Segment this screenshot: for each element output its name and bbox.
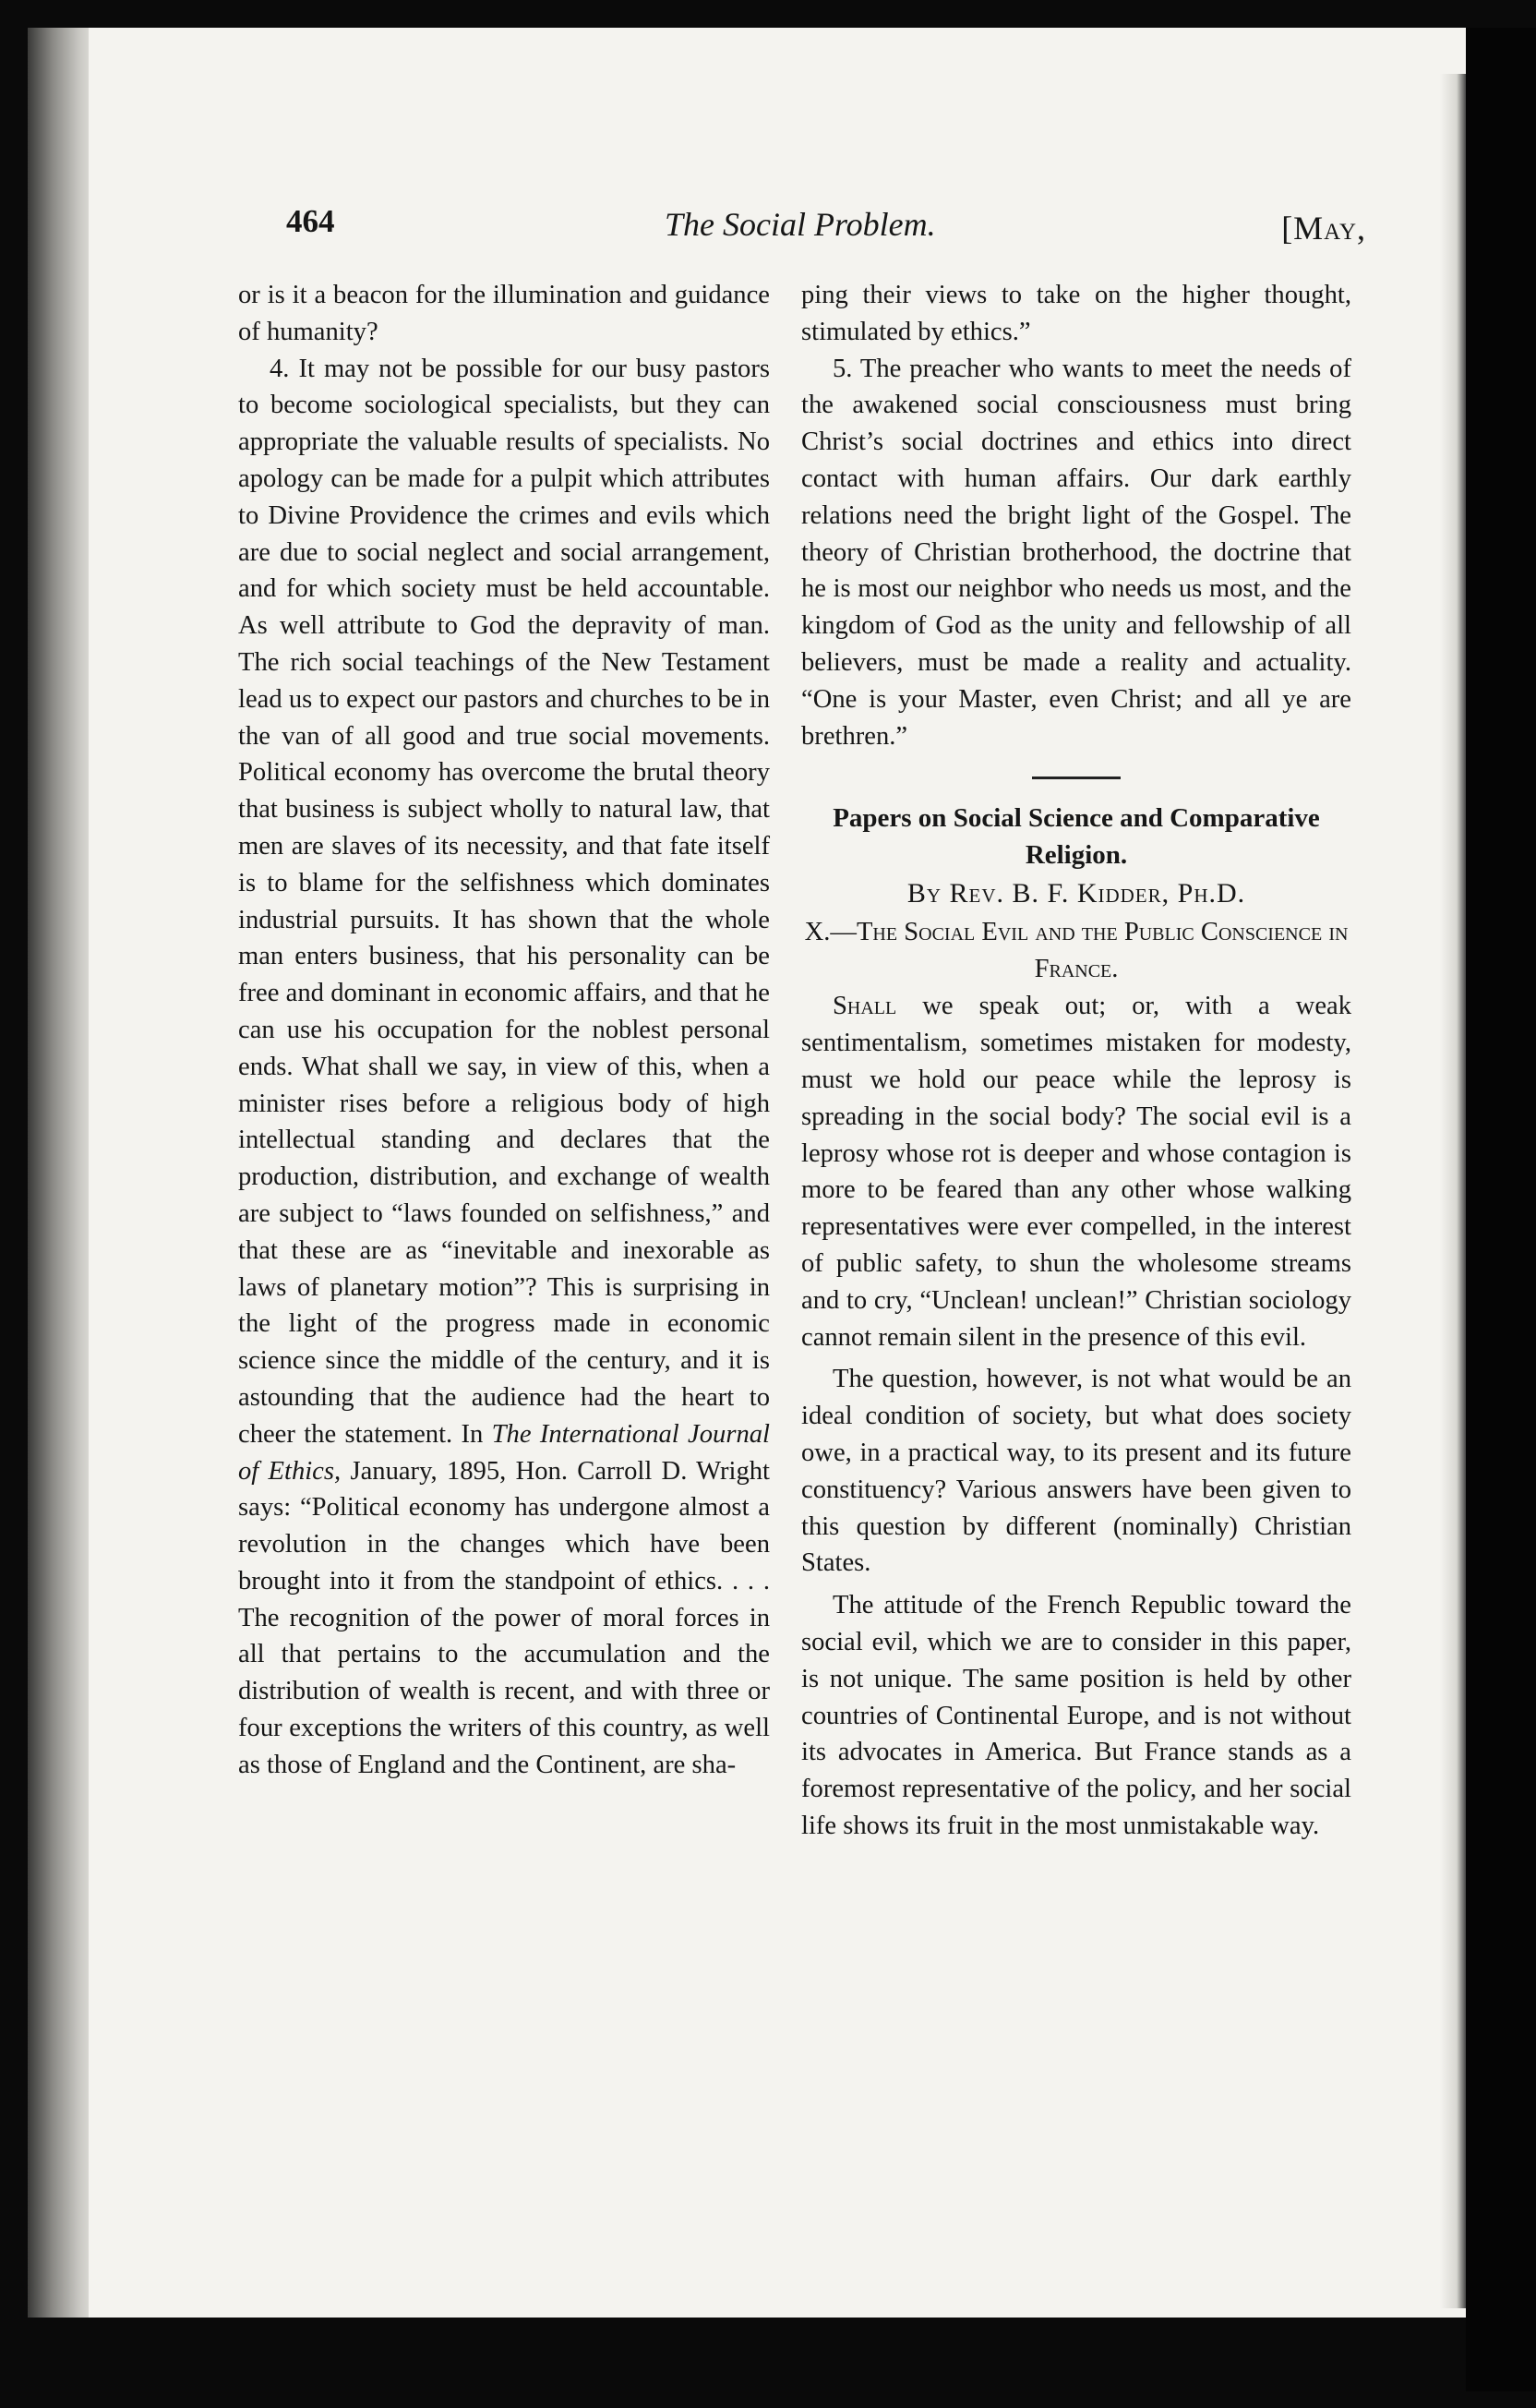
paragraph: The attitude of the French Republic toward the social evil, which we are to consider in this paper, is not unique. The same position is held by other countries of Continental Europe, and is not without its advocates in America. But France stands as a foremost representative of the policy, and her social life shows its fruit in the most unmistakable way. xyxy=(801,1591,1351,1840)
right-column xyxy=(801,277,1351,1845)
article-subheading: X.—The Social Evil and the Public Conscience in France. xyxy=(804,918,1349,984)
running-title: The Social Problem. xyxy=(665,206,936,243)
page-number: 464 xyxy=(286,203,335,239)
paragraph: The question, however, is not what would be an ideal condition of society, but what does society owe, in a practical way, to its present and its future constituency? Various answers have been given to this question by different (nominally) Christian States. xyxy=(801,1365,1351,1578)
section-heading: Papers on Social Science and Comparative Religion. xyxy=(833,803,1320,871)
running-header xyxy=(286,203,1366,259)
page-edge-shadow xyxy=(1440,74,1468,2308)
paragraph-text: we speak out; or, with a weak sentimentalism, sometimes mistaken for modesty, must we hold our peace while the leprosy is spreading in the social body? The social evil is a leprosy whose rot is deeper and whose contagion is more to be feared than any other whose walking representatives were ever compelled, in the interest of public safety, to shun the wholesome streams and to cry, “Unclean! unclean!” Christian sociology cannot remain silent in the presence of this evil. xyxy=(801,992,1351,1352)
lead-word: Shall xyxy=(833,992,897,1021)
journal-title: The International Journal of Ethics, xyxy=(238,1419,770,1486)
paragraph xyxy=(801,988,1351,1355)
running-date: [May, xyxy=(1281,210,1366,247)
paragraph xyxy=(238,351,770,1784)
paragraph: 5. The preacher who wants to meet the needs of the awakened social consciousness must bring Christ’s social doctrines and ethics into direct contact with human affairs. Our dark earthly relations need the bright light of the Gospel. The theory of Christian brotherhood, the doctrine that he is most our neighbor who needs us most, and the kingdom of God as the unity and fellowship of all believers, must be made a reality and actuality. “One is your Master, even Christ; and all ye are brethren.” xyxy=(801,354,1351,751)
scan-border-right xyxy=(1466,28,1536,2391)
paragraph: or is it a beacon for the illumination and guidance of humanity? xyxy=(238,281,770,346)
left-column xyxy=(238,277,770,1784)
paragraph-text: 4. It may not be possible for our busy pastors to become sociological specialists, but they can appropriate the valuable results of specialists. No apology can be made for a pulpit which attributes to Divine Providence the crimes and evils which are due to social neglect and social arrangement, and for which society must be held accountable. As well attribute to God the depravity of man. The rich social teachings of the New Testament lead us to expect our pastors and churches to be in the van of all good and true social movements. Political economy has overcome the brutal theory that business is subject wholly to natural law, that men are slaves of its necessity, and that fate itself is to blame for the selfishness which dominates industrial pursuits. It has shown that the whole man enters business, that his personality can be free and dominant in economic affairs, and that he can use his occupation for the noblest personal ends. What shall we say, in view of this, when a minister rises before a religious body of high intellectual standing and declares that the production, distribution, and exchange of wealth are subject to “laws founded on selfishness,” and that these are as “inevitable and inexorable as laws of planetary motion”? This is surprising in the light of the progress made in economic science since the middle of the century, and it is astounding that the audience had the heart to cheer the statement. In xyxy=(238,354,770,1449)
section-divider xyxy=(1032,777,1121,779)
paragraph-text: January, 1895, Hon. Carroll D. Wright says: “Political economy has undergone almost a revolution in the changes which have been brought into it from the standpoint of ethics. . . . The recognition of the power of moral forces in all that pertains to the accumulation and the distribution of wealth is recent, and with three or four exceptions the writers of this country, as well as those of England and the Continent, are sha- xyxy=(238,1456,770,1779)
byline: By Rev. B. F. Kidder, Ph.D. xyxy=(906,878,1246,909)
paragraph: ping their views to take on the higher thought, stimulated by ethics.” xyxy=(801,281,1351,346)
